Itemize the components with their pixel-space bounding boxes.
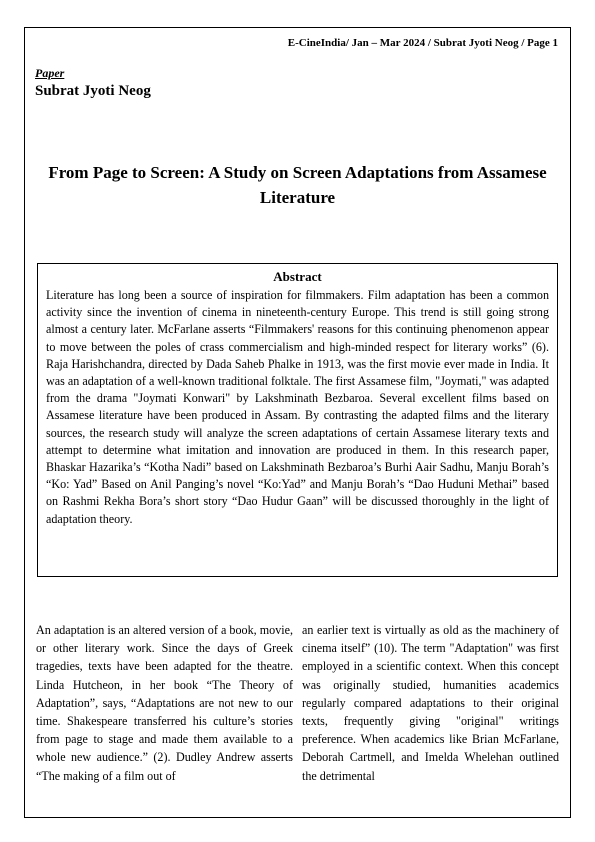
abstract-text: Literature has long been a source of inspiration for filmmakers. Film adaptation has been a common activity since the invention of cinema in nineteenth-century Europe. This trend is still going strong almost a century later. McFarlane asserts “Filmmakers' reasons for this continuing phenomenon appear to move between the poles of crass commercialism and high-minded respect for literary works” (6). Raja Harishchandra, directed by Dada Saheb Phalke in 1913, was the first movie ever made in India. It was an adaptation of a well-known traditional folktale. The first Assamese film, "Joymati," was adapted from the drama "Joymati Konwari" by Lakshminath Bezbaroa. Several excellent films based on Assamese literature have been produced in Assam. By contrasting the adapted films and the literary sources, the research study will analyze the screen adaptations of certain Assamese literary texts and attempt to determine what imitation and innovation are produced in them. In this research paper, Bhaskar Hazarika’s “Kotha Nadi” based on Lakshminath Bezbaroa’s Burhi Aair Sadhu, Manju Borah’s “Ko: Yad” Based on Anil Panging’s novel “Ko:Yad” and Manju Borah’s “Dao Huduni Methai” based on Rashmi Rekha Bora’s short story “Dao Hudur Gaan” will be discussed thoroughly in the light of adaptation theory.	[46, 288, 549, 526]
body-column-right: an earlier text is virtually as old as the machinery of cinema itself” (10). The term "Adaptation" was first employed in a scientific context. When this concept was originally studied, humanities academics regularly compared adaptations to their original texts, frequently giving "original" writings preference. When academics like Brian McFarlane, Deborah Cartmell, and Imelda Whelehan outlined the detrimental	[302, 623, 559, 783]
abstract-box	[37, 263, 558, 577]
author-name: Subrat Jyoti Neog	[35, 83, 151, 99]
body-column-left: An adaptation is an altered version of a book, movie, or other literary work. Since the days of Greek tragedies, texts have been adapted for the theatre. Linda Hutcheon, in her book “The Theory of Adaptation”, says, “Adaptations are not new to our time. Shakespeare transferred his culture’s stories from page to stage and made them available to a whole new audience.” (2). Dudley Andrew asserts “The making of a film out of	[36, 623, 293, 783]
abstract-heading: Abstract	[273, 269, 322, 284]
running-header: E-CineIndia/ Jan – Mar 2024 / Subrat Jyoti Neog / Page 1	[287, 37, 558, 49]
article-type-label: Paper	[35, 66, 65, 80]
paper-title: From Page to Screen: A Study on Screen Adaptations from Assamese Literature	[48, 163, 547, 207]
